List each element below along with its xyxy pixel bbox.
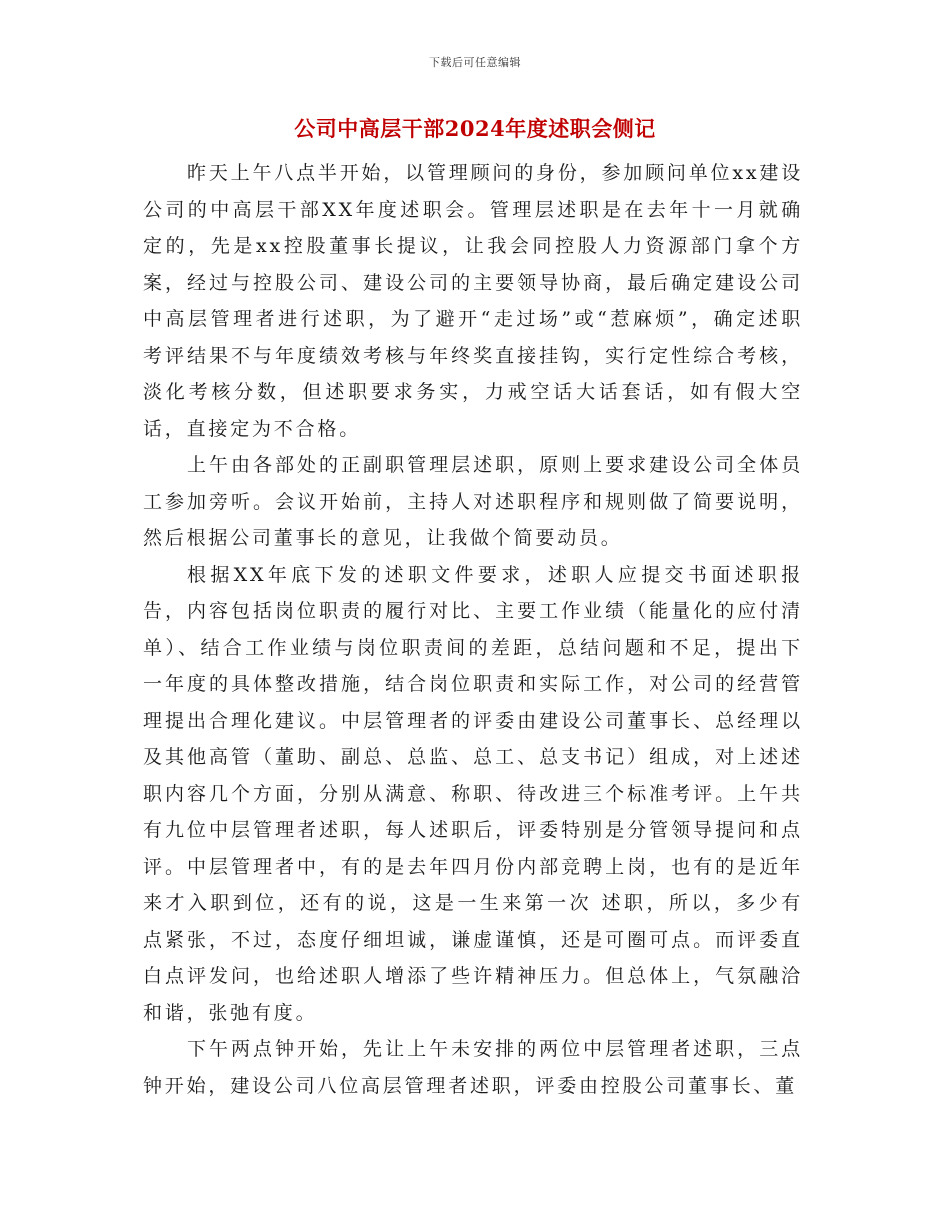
paragraph: 根据XX年底下发的述职文件要求，述职人应提交书面述职报告，内容包括岗位职责的履行对比、主要工作业绩（能量化的应付清单）、结合工作业绩与岗位职责间的差距，总结问题和不足，提出下一年度的具体整改措施，结合岗位职责和实际工作，对公司的经营管理提出合理化建议。中层管理者的评委由建设公司董事长、总经理以及其他高管（董助、副总、总监、总工、总支书记）组成，对上述述职内容几个方面，分别从满意、称职、待改进三个标准考评。上午共有九位中层管理者述职，每人述职后，评委特别是分管领导提问和点评。中层管理者中，有的是去年四月份内部竞聘上岗，也有的是近年来才入职到位，还有的说，这是一生来第一次 述职，所以，多少有点紧张，不过，态度仔细坦诚，谦虚谨慎，还是可圈可点。而评委直白点评发问，也给述职人增添了些许精神压力。但总体上，气氛融洽和谐，张弛有度。	[143, 563, 803, 1024]
header-note: 下载后可任意编辑	[429, 56, 521, 69]
paragraph: 上午由各部处的正副职管理层述职，原则上要求建设公司全体员工参加旁听。会议开始前，主持人对述职程序和规则做了简要说明，然后根据公司董事长的意见，让我做个简要动员。	[143, 454, 803, 549]
document-body	[143, 155, 803, 1104]
paragraph: 昨天上午八点半开始，以管理顾问的身份，参加顾问单位xx建设公司的中高层干部XX年度述职会。管理层述职是在去年十一月就确定的，先是xx控股董事长提议，让我会同控股人力资源部门拿个方案，经过与控股公司、建设公司的主要领导协商，最后确定建设公司中高层管理者进行述职，为了避开“走过场”或“惹麻烦”，确定述职考评结果不与年度绩效考核与年终奖直接挂钩，实行定性综合考核，淡化考核分数，但述职要求务实，力戒空话大话套话，如有假大空话，直接定为不合格。	[143, 162, 803, 440]
paragraph: 下午两点钟开始，先让上午未安排的两位中层管理者述职，三点钟开始，建设公司八位高层管理者述职，评委由控股公司董事长、董	[143, 1038, 803, 1097]
document-title: 公司中高层干部2024年度述职会侧记	[294, 116, 656, 141]
